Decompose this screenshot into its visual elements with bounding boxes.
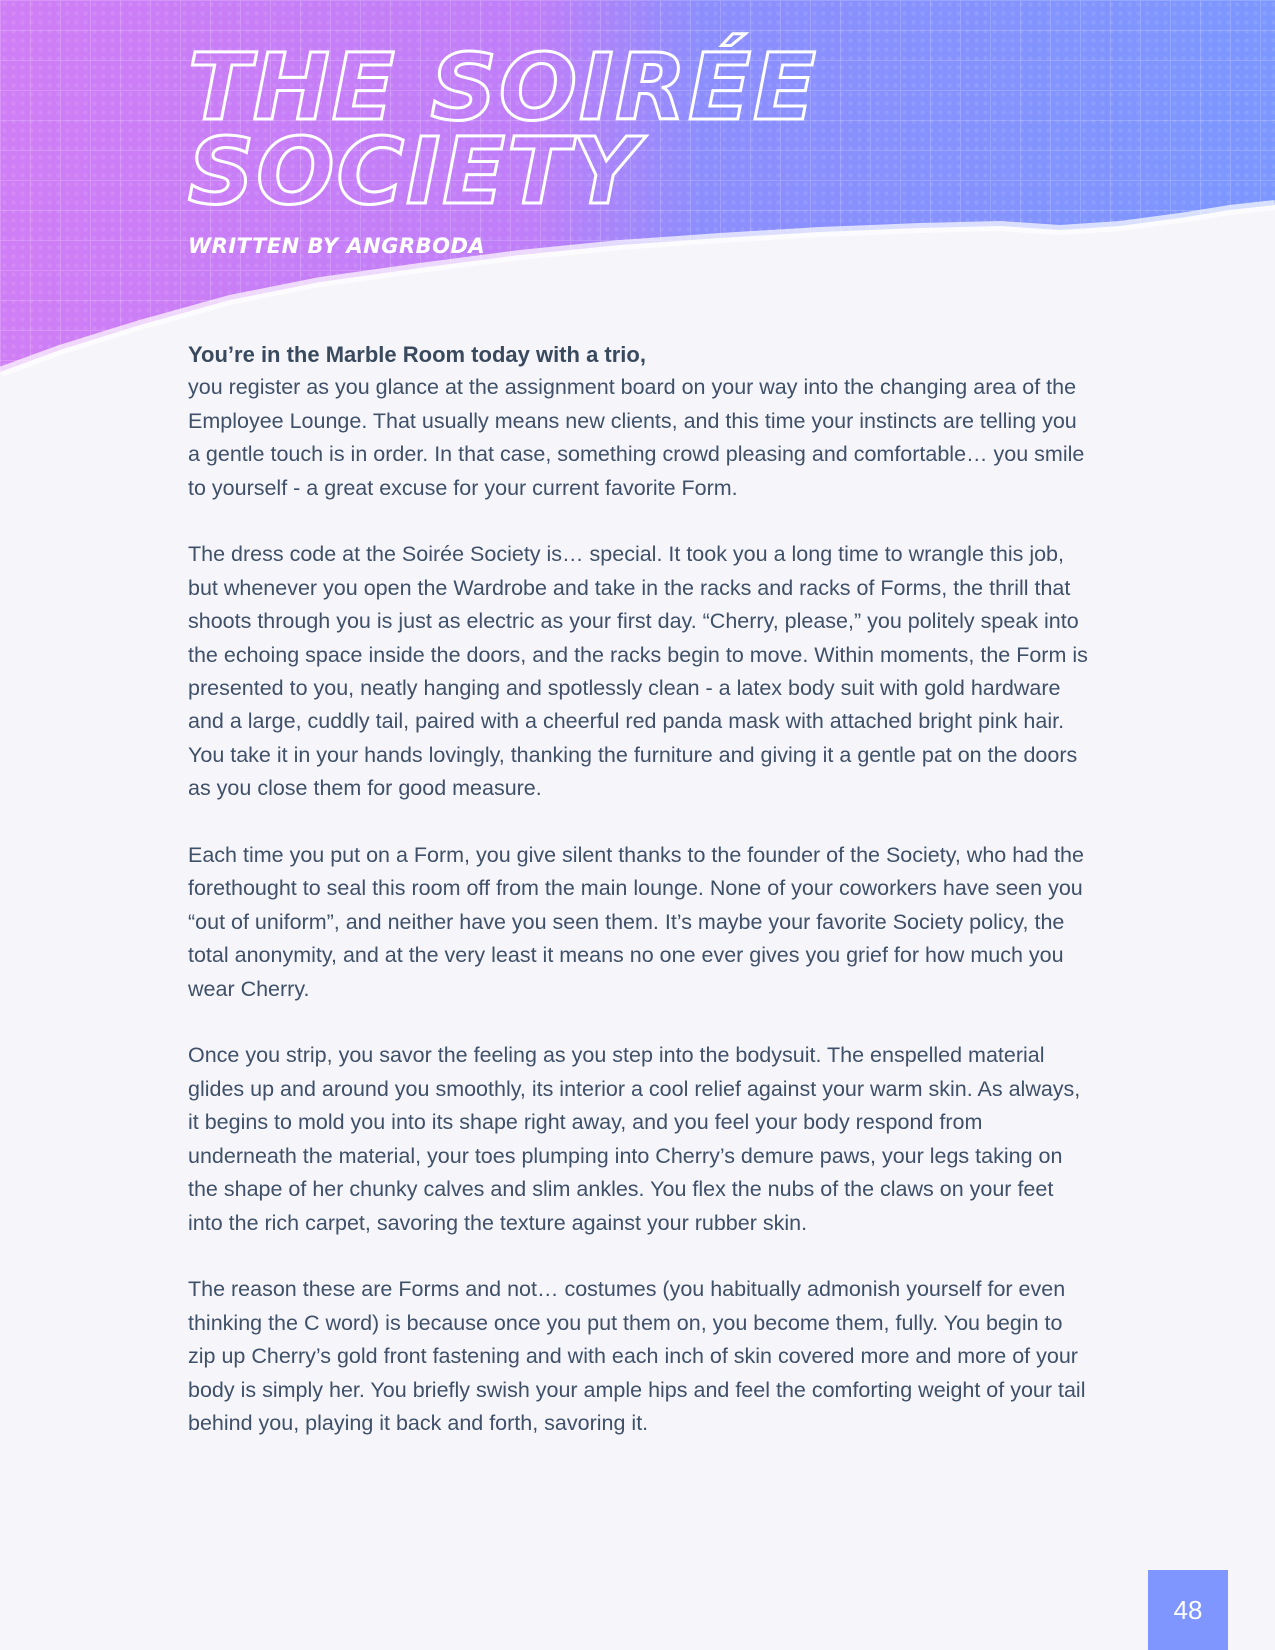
paragraph-5: The reason these are Forms and not… costumes (you habitually admonish yourself for even thinking the C word) is because once you put them on, you become them, fully. You begin to zip up Cherry’s gold front fastening and with each inch of skin covered more and more of your body is simply her. You briefly swish your ample hips and feel the comforting weight of your tail behind you, playing it back and forth, savoring it. [188,1277,1086,1435]
page-number: 48 [1173,1594,1203,1625]
article-title-line-1: THE SOIRÉE [188,34,818,141]
article-body [188,338,1088,1474]
article-title-line-2: SOCIETY [188,118,641,225]
paragraph-1: you register as you glance at the assignment board on your way into the changing area of the Employee Lounge. That usually means new clients, and this time your instincts are telling you a gentle touch is in order. In that case, something crowd pleasing and comfortable… you smile to yourself - a great excuse for your current favorite Form. [188,375,1085,500]
page-number-badge [1148,1570,1228,1650]
paragraph-2: The dress code at the Soirée Society is… special. It took you a long time to wrangle this job, but whenever you open the Wardrobe and take in the racks and racks of Forms, the thrill that shoots through you is just as electric as your first day. “Cherry, please,” you politely speak into the echoing space inside the doors, and the racks begin to move. Within moments, the Form is presented to you, neatly hanging and spotlessly clean - a latex body suit with gold hardware and a large, cuddly tail, paired with a cheerful red panda mask with attached bright pink hair. You take it in your hands lovingly, thanking the furniture and giving it a gentle pat on the doors as you close them for good measure. [188,542,1088,801]
paragraph-4: Once you strip, you savor the feeling as you step into the bodysuit. The enspelled material glides up and around you smoothly, its interior a cool relief against your warm skin. As always, it begins to mold you into its shape right away, and you feel your body respond from underneath the material, your toes plumping into Cherry’s demure paws, your legs taking on the shape of her chunky calves and slim ankles. You flex the nubs of the claws on your feet into the rich carpet, savoring the texture against your rubber skin. [188,1043,1081,1235]
paragraph-3: Each time you put on a Form, you give silent thanks to the founder of the Society, who had the forethought to seal this room off from the main lounge. None of your coworkers have seen you “out of uniform”, and neither have you seen them. It’s maybe your favorite Society policy, the total anonymity, and at the very least it means no one ever gives you grief for how much you wear Cherry. [188,843,1084,1001]
lead-heading: You’re in the Marble Room today with a trio, [188,342,646,367]
author-byline: WRITTEN BY ANGRBODA [188,234,486,258]
